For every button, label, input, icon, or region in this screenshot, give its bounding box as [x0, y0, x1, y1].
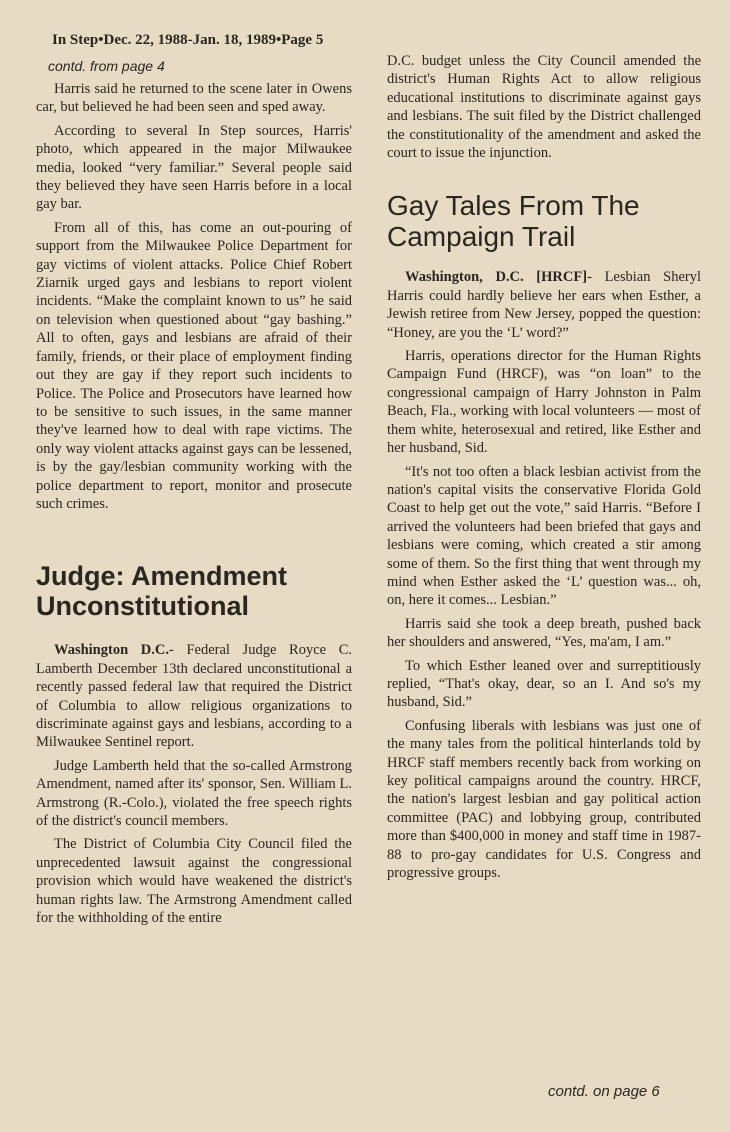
article-lead: [36, 641, 352, 751]
lead-text: - Lesbian Sheryl Harris could hardly believe her ears when Esther, a Jewish retiree from New Jersey, popped the question: “Honey, are you the ‘L’ word?”: [387, 269, 701, 341]
headline-judge-amendment: Judge: Amendment Unconstitutional: [36, 561, 288, 622]
paragraph: Judge Lamberth held that the so-called Armstrong Amendment, named after its' sponsor, Sen. William L. Armstrong (R.-Colo.), violated the free speech rights of the district's council members.: [36, 757, 352, 829]
paragraph: Harris, operations director for the Human Rights Campaign Fund (HRCF), was “on loan” to the congressional campaign of Harry Johnston in Palm Beach, Fla., working with local volunteers — most of them white, heterosexual and retired, like Esther and her husband, Sid.: [387, 348, 701, 457]
paragraph: “It's not too often a black lesbian activist from the nation's capital visits the conservative Florida Gold Coast to help get out the vote,” said Harris. “Before I arrived the volunteers had been briefed that gays and lesbians were coming, which created a stir among some of them. So the first thing that went through my mind when Esther asked the ‘L’ question was... oh, on, here it comes... Lesbian.”: [387, 463, 701, 609]
right-column: [387, 52, 701, 887]
dateline: Washington, D.C. [HRCF]: [405, 269, 588, 286]
paragraph: To which Esther leaned over and surreptitiously replied, “That's okay, dear, so an I. And so's my husband, Sid.”: [387, 657, 701, 711]
paragraph: From all of this, has come an out-pouring of support from the Milwaukee Police Department for gay victims of violent attacks. Police Chief Robert Ziarnik urged gays and lesbians to report violent incidents. “Make the complaint known to us” he said on television when questioned about “gay bashing.” All to often, gays and lesbians are afraid of their family, friends, or their place of employment finding out they are gay if they report such incidents to Police. The Police and Prosecutors have learned how to be sensitive to such issues, in the same manner they've learned how to deal with rape victims. The only way violent attacks against gays can be lessened, is by the gay/lesbian community working with the police department to report, monitor and prosecute such crimes.: [36, 219, 352, 512]
continued-on-label: contd. on page 6: [548, 1083, 660, 1100]
lead-text: - Federal Judge Royce C. Lamberth December 13th declared unconstitutional a recently passed federal law that required the District of Columbia to allow religious organizations to discriminate against gays and lesbians, according to a Milwaukee Sentinel report.: [36, 642, 352, 751]
paragraph: Harris said she took a deep breath, pushed back her shoulders and answered, “Yes, ma'am, I am.”: [387, 615, 701, 651]
dateline: Washington D.C.: [54, 642, 169, 659]
paragraph: Harris said he returned to the scene later in Owens car, but believed he had been seen and sped away.: [36, 81, 352, 116]
headline-gay-tales: Gay Tales From The Campaign Trail: [387, 190, 640, 253]
paragraph: Confusing liberals with lesbians was just one of the many tales from the political hinterlands told by HRCF staff members recently back from working on key political campaigns around the country. HRCF, the nation's largest lesbian and gay political action committee (PAC) and lobbying group, contributed more than $400,000 in money and staff time in 1987-88 to pro-gay candidates for U.S. Congress and progressive groups.: [387, 717, 701, 882]
paragraph: The District of Columbia City Council filed the unprecedented lawsuit against the congressional provision which would have weakened the district's human rights law. The Armstrong Amendment called for the withholding of the entire: [36, 836, 352, 927]
left-column: [36, 56, 352, 932]
continued-from-label: contd. from page 4: [48, 58, 165, 74]
article-lead: [387, 268, 701, 342]
continuation-paragraph: D.C. budget unless the City Council amended the district's Human Rights Act to allow religious educational institutions to discriminate against gays and lesbians. The suit filed by the District challenged the constitutionality of the amendment and asked the court to issue the injunction.: [387, 53, 701, 162]
page-folio: In Step•Dec. 22, 1988-Jan. 18, 1989•Page 5: [52, 32, 324, 48]
paragraph: According to several In Step sources, Harris' photo, which appeared in the major Milwaukee media, looked “very familiar.” Several people said they believed they have seen Harris before in a local gay bar.: [36, 122, 352, 213]
